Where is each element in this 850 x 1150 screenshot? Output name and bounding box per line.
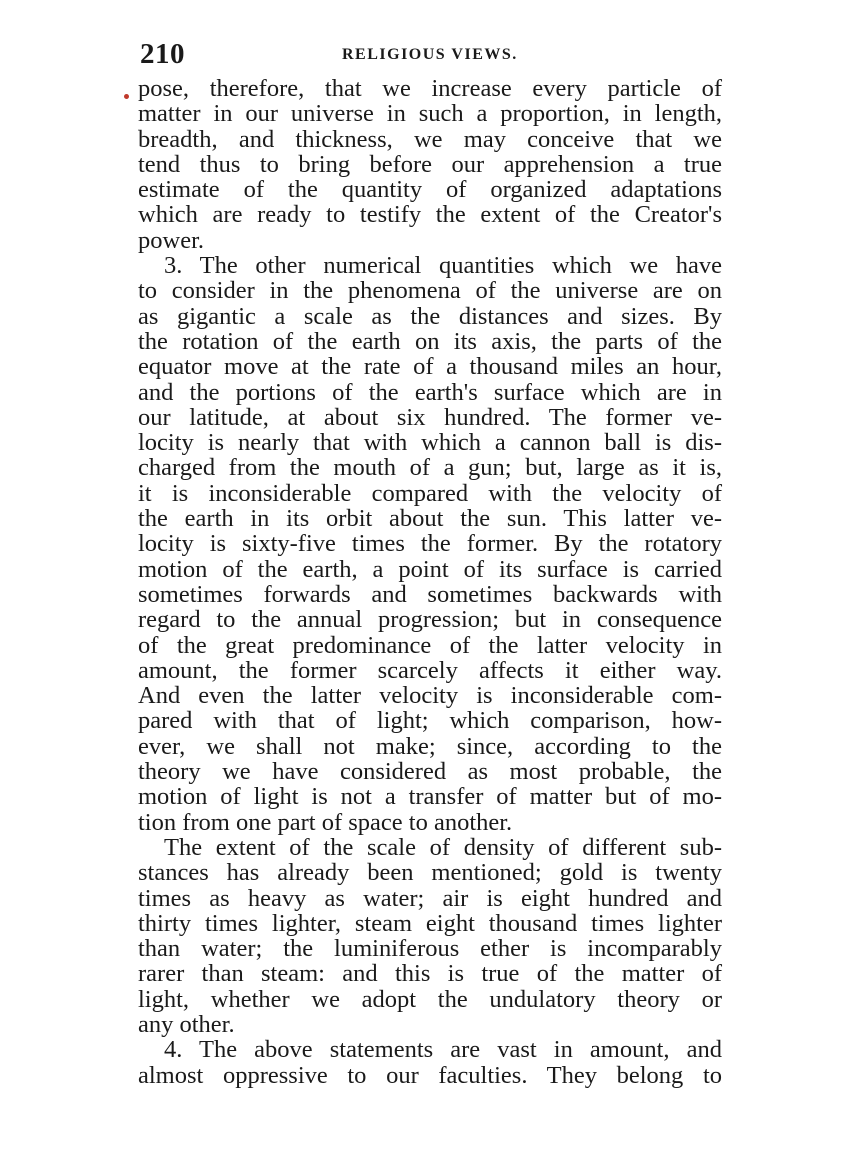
paragraph-start-line: The extent of the scale of density of different sub- xyxy=(164,833,722,861)
text-line: almost oppressive to our faculties. They belong to xyxy=(138,1061,722,1089)
text-line: and the portions of the earth's surface which are in xyxy=(138,378,722,406)
text-line: any other. xyxy=(138,1010,235,1038)
text-line: theory we have considered as most probable, the xyxy=(138,758,722,786)
text-line: pose, therefore, that we increase every particle of xyxy=(138,75,722,102)
text-line: charged from the mouth of a gun; but, large as it is, xyxy=(138,454,722,482)
text-line: light, whether we adopt the undulatory theory or xyxy=(138,985,722,1013)
text-line: motion of light is not a transfer of matter but of mo- xyxy=(138,783,722,811)
text-line: locity is nearly that with which a cannon ball is dis- xyxy=(138,429,722,457)
text-line: stances has already been mentioned; gold is twenty xyxy=(138,859,722,887)
text-line: the earth in its orbit about the sun. This latter ve- xyxy=(138,505,722,533)
margin-mark xyxy=(124,94,129,99)
text-line: the rotation of the earth on its axis, the parts of the xyxy=(138,327,722,355)
text-line: rarer than steam: and this is true of the matter of xyxy=(138,960,722,988)
text-line: our latitude, at about six hundred. The former ve- xyxy=(138,403,722,431)
text-line: equator move at the rate of a thousand miles an hour, xyxy=(138,353,722,381)
text-line: it is inconsiderable compared with the velocity of xyxy=(138,479,722,507)
text-line: which are ready to testify the extent of the Creator's xyxy=(138,201,722,229)
page-number: 210 xyxy=(140,38,185,70)
text-line: amount, the former scarcely affects it either way. xyxy=(138,656,722,684)
running-head xyxy=(140,38,724,72)
text-line: estimate of the quantity of organized adaptations xyxy=(138,176,722,204)
text-line: pared with that of light; which comparison, how- xyxy=(138,707,722,735)
text-line: breadth, and thickness, we may conceive that we xyxy=(138,125,722,153)
text-line: locity is sixty-five times the former. By the rotatory xyxy=(138,530,722,558)
text-line: of the great predominance of the latter velocity in xyxy=(138,631,722,659)
text-line: regard to the annual progression; but in consequence xyxy=(138,606,722,634)
text-line: ever, we shall not make; since, according to the xyxy=(138,732,722,760)
paragraph-start-line: 3. The other numerical quantities which we have xyxy=(164,252,722,280)
text-line: sometimes forwards and sometimes backwards with xyxy=(138,580,722,608)
paragraph-start-line: 4. The above statements are vast in amount, and xyxy=(164,1036,722,1064)
body-text xyxy=(138,76,722,1088)
text-line: thirty times lighter, steam eight thousand times lighter xyxy=(138,909,722,937)
text-line: than water; the luminiferous ether is incomparably xyxy=(138,935,722,963)
running-title: RELIGIOUS VIEWS. xyxy=(342,46,518,63)
text-line: motion of the earth, a point of its surface is carried xyxy=(138,555,722,583)
text-line: power. xyxy=(138,226,204,254)
text-line: to consider in the phenomena of the universe are on xyxy=(138,277,722,305)
text-line: tion from one part of space to another. xyxy=(138,808,513,836)
text-line: matter in our universe in such a proportion, in length, xyxy=(138,100,722,128)
text-line: as gigantic a scale as the distances and sizes. By xyxy=(138,302,722,330)
text-line: And even the latter velocity is inconsiderable com- xyxy=(138,682,722,710)
text-line: tend thus to bring before our apprehension a true xyxy=(138,150,722,178)
text-line: times as heavy as water; air is eight hundred and xyxy=(138,884,722,912)
